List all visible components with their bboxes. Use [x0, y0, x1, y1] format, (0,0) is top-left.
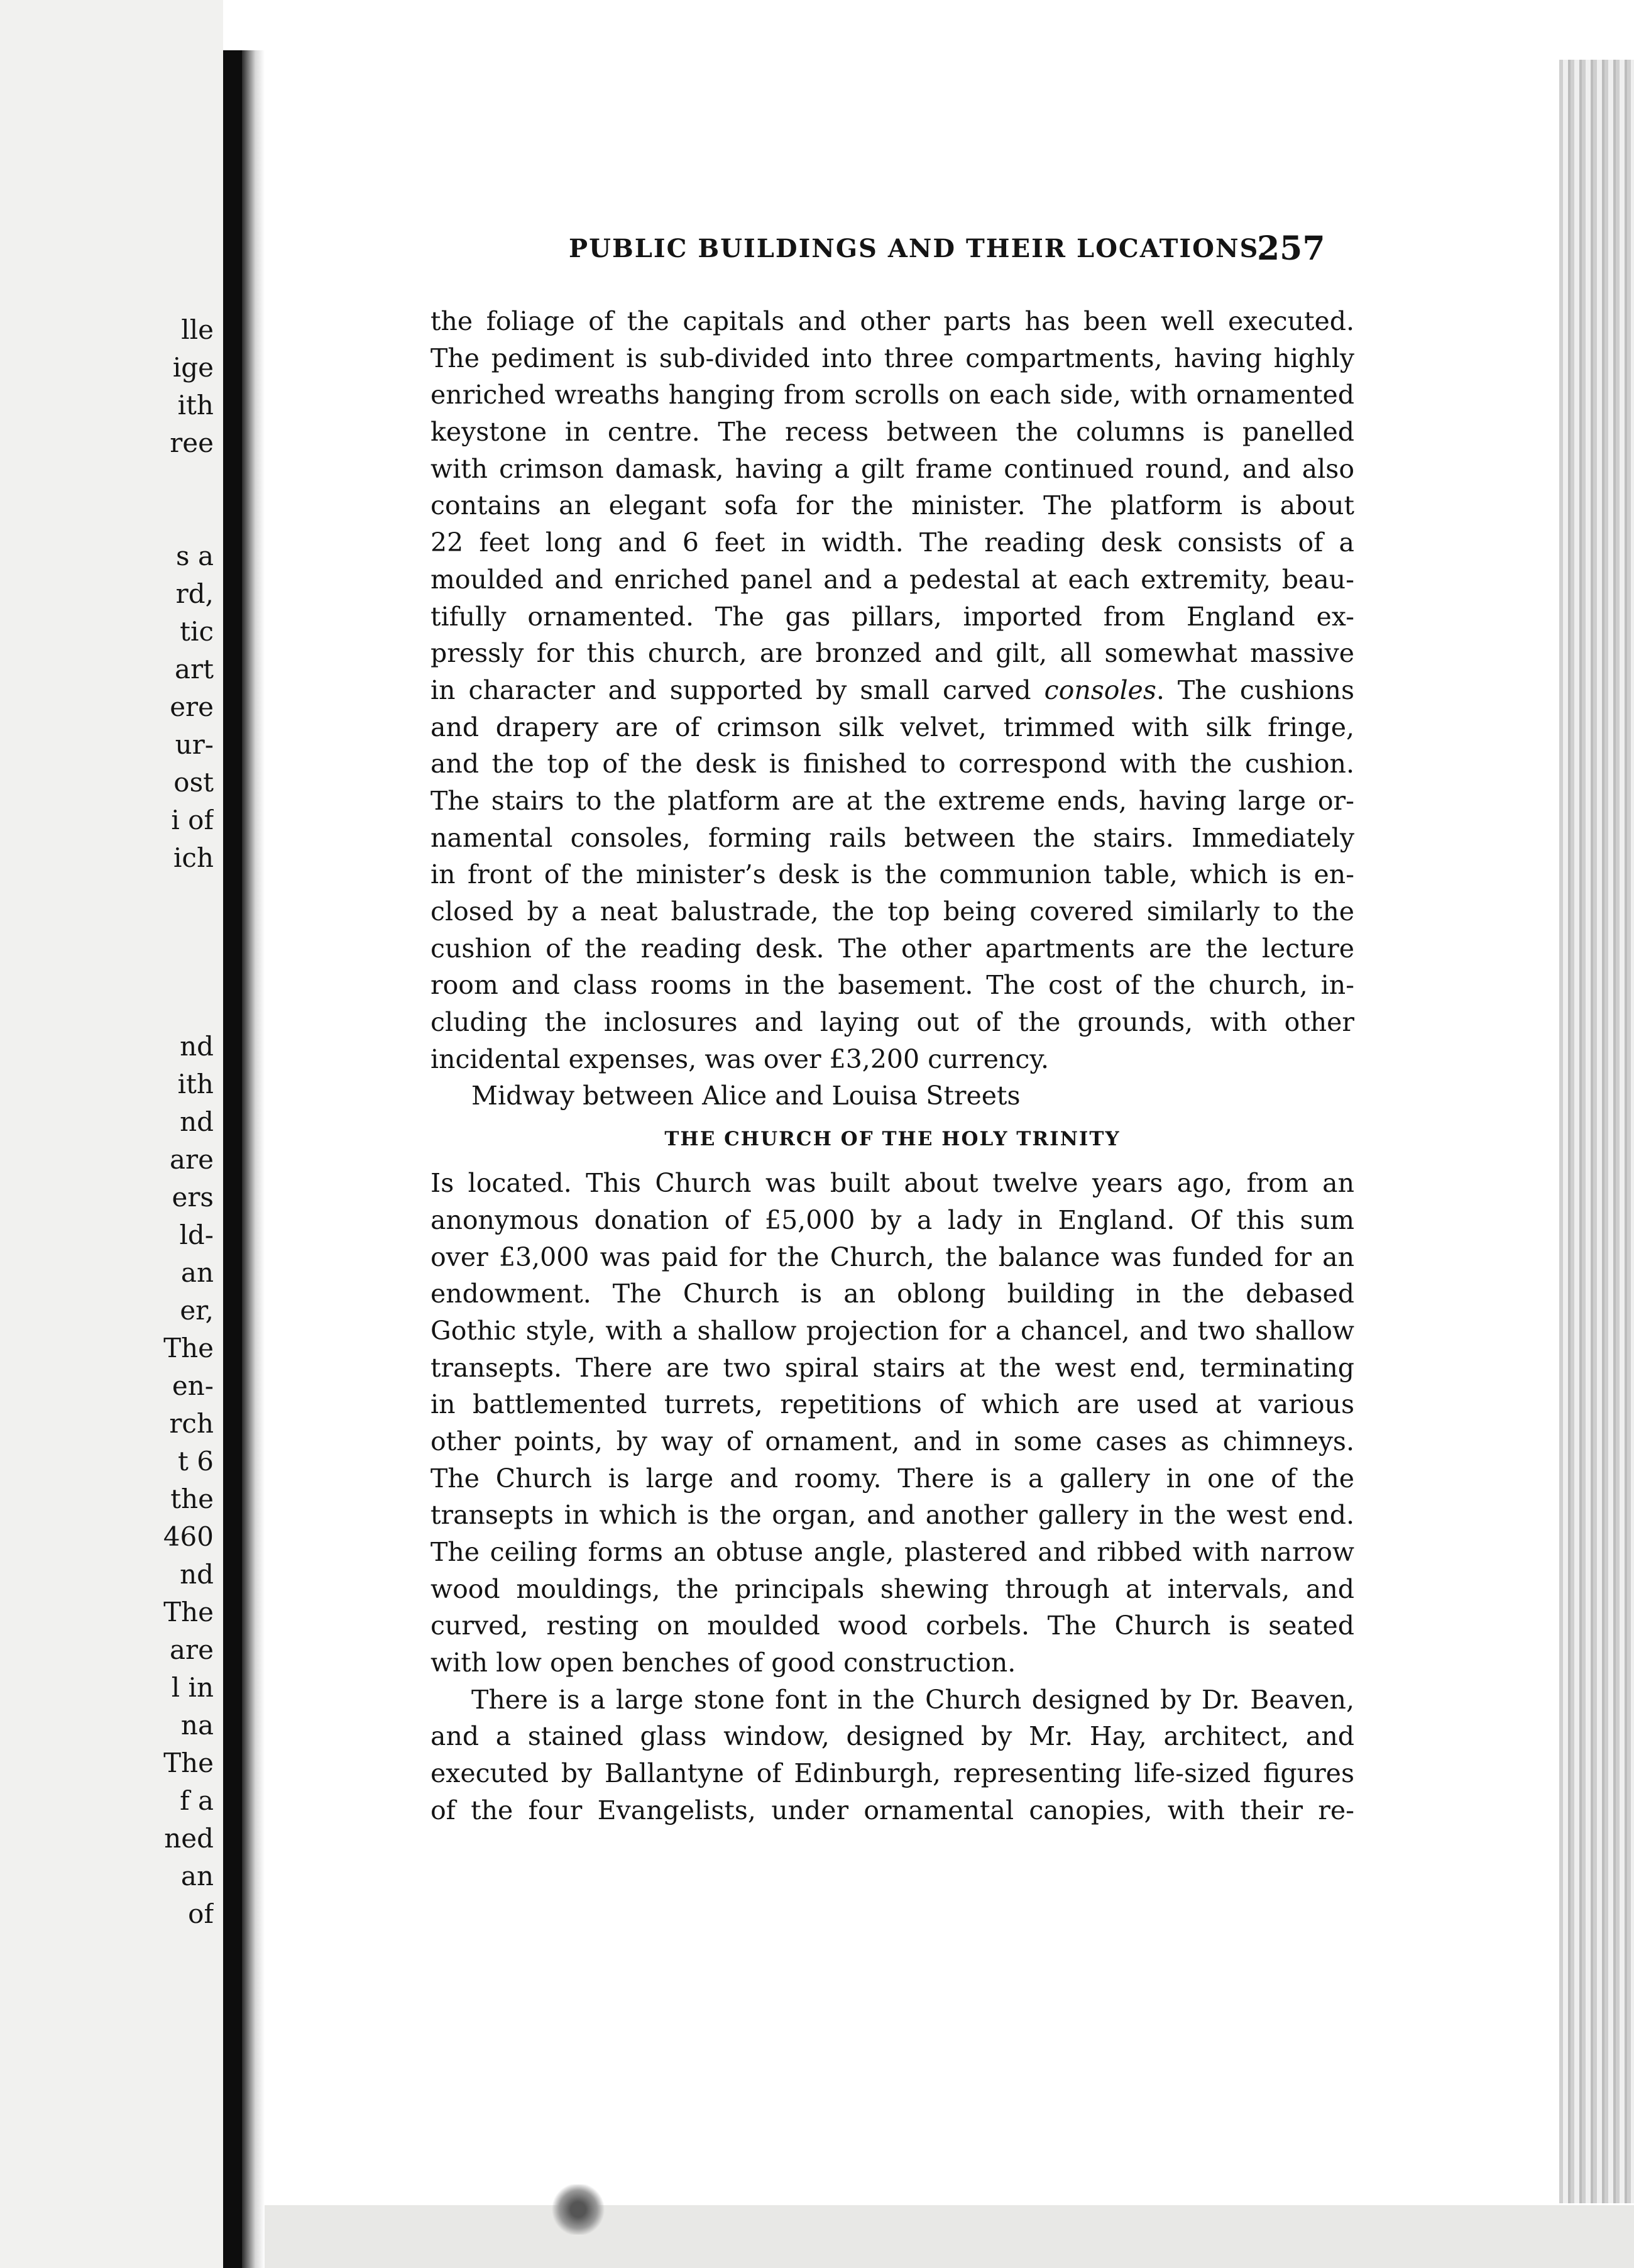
text-line: other points, by way of ornament, and in some cases as chimneys.: [430, 1426, 1354, 1456]
text-line: closed by a neat balustrade, the top being covered similarly to the: [430, 896, 1354, 927]
text-line: in character and supported by small carved consoles. The cushions: [430, 674, 1354, 705]
left-line-fragment: rch: [169, 1408, 214, 1439]
text-line: enriched wreaths hanging from scrolls on each side, with ornamented: [430, 380, 1354, 410]
text-line: tifully ornamented. The gas pillars, imported from England ex-: [430, 601, 1354, 632]
text-line: with low open benches of good construction.: [430, 1648, 1016, 1678]
text-line: with crimson damask, having a gilt frame continued round, and also: [430, 453, 1354, 484]
left-line-fragment: nd: [180, 1031, 214, 1062]
left-line-fragment: ld-: [179, 1219, 214, 1250]
text-line: and the top of the desk is finished to correspond with the cushion.: [430, 749, 1354, 779]
left-line-fragment: an: [180, 1861, 214, 1891]
left-line-fragment: er,: [180, 1295, 214, 1326]
left-page-fragment: [0, 0, 223, 2268]
text-line: The stairs to the platform are at the extreme ends, having large or-: [430, 785, 1354, 816]
left-line-fragment: The: [163, 1597, 214, 1627]
left-line-fragment: [0, 990, 214, 1028]
left-page-text: [0, 311, 214, 1933]
left-line-fragment: t 6: [178, 1446, 214, 1477]
text-line: contains an elegant sofa for the minister. The platform is about: [430, 490, 1354, 521]
text-line: 22 feet long and 6 feet in width. The reading desk consists of a: [430, 527, 1354, 558]
text-line: and drapery are of crimson silk velvet, trimmed with silk fringe,: [430, 712, 1354, 742]
left-line-fragment: ers: [172, 1182, 214, 1213]
text-line: The Church is large and roomy. There is a gallery in one of the: [430, 1463, 1354, 1494]
text-line: and a stained glass window, designed by Mr. Hay, architect, and: [430, 1721, 1354, 1752]
left-line-fragment: 460: [163, 1521, 214, 1552]
left-line-fragment: ur-: [175, 729, 214, 760]
text-line: cushion of the reading desk. The other apartments are the lecture: [430, 933, 1354, 964]
left-line-fragment: ich: [173, 842, 214, 873]
section-heading: THE CHURCH OF THE HOLY TRINITY: [664, 1128, 1121, 1151]
text-line: wood mouldings, the principals shewing through at intervals, and: [430, 1573, 1354, 1604]
text-line: transepts in which is the organ, and another gallery in the west end.: [430, 1500, 1354, 1531]
left-line-fragment: The: [163, 1748, 214, 1778]
left-line-fragment: are: [170, 1634, 214, 1665]
text-line: in battlemented turrets, repetitions of which are used at various: [430, 1389, 1354, 1420]
gutter-shadow: [242, 50, 265, 2268]
left-line-fragment: ned: [164, 1823, 214, 1854]
left-line-fragment: na: [180, 1710, 214, 1741]
text-line: cluding the inclosures and laying out of the grounds, with other: [430, 1007, 1354, 1038]
left-line-fragment: The: [163, 1333, 214, 1363]
text-line: endowment. The Church is an oblong building in the debased: [430, 1279, 1354, 1309]
text-line: pressly for this church, are bronzed and gilt, all somewhat massive: [430, 638, 1354, 669]
left-line-fragment: l in: [171, 1672, 214, 1703]
text-line: The ceiling forms an obtuse angle, plastered and ribbed with narrow: [430, 1537, 1354, 1567]
text-line: namental consoles, forming rails between the stairs. Immediately: [430, 822, 1354, 853]
text-line: over £3,000 was paid for the Church, the balance was funded for an: [430, 1241, 1354, 1272]
running-head: PUBLIC BUILDINGS AND THEIR LOCATIONS.: [569, 234, 1268, 263]
left-line-fragment: en-: [172, 1370, 214, 1401]
left-line-fragment: nd: [180, 1559, 214, 1590]
left-line-fragment: lle: [181, 314, 214, 345]
left-line-fragment: [0, 915, 214, 952]
left-line-fragment: ith: [177, 390, 214, 421]
left-line-fragment: ost: [173, 767, 214, 798]
text-line: moulded and enriched panel and a pedestal at each extremity, beau-: [430, 564, 1354, 595]
left-line-fragment: ere: [170, 691, 214, 722]
left-line-fragment: ige: [172, 352, 214, 383]
page-bottom-margin: [265, 2205, 1634, 2268]
book-gutter: [223, 50, 242, 2268]
text-line: Midway between Alice and Louisa Streets: [471, 1081, 1021, 1111]
left-line-fragment: of: [188, 1898, 214, 1929]
text-line: transepts. There are two spiral stairs at the west end, terminating: [430, 1352, 1354, 1383]
text-line: in front of the minister’s desk is the communion table, which is en-: [430, 859, 1354, 890]
text-line: of the four Evangelists, under ornamental canopies, with their re-: [430, 1795, 1354, 1825]
text-line: keystone in centre. The recess between the columns is panelled: [430, 417, 1354, 448]
text-line: room and class rooms in the basement. The cost of the church, in-: [430, 970, 1354, 1001]
left-line-fragment: [0, 877, 214, 915]
left-line-fragment: rd,: [175, 578, 214, 609]
text-line: executed by Ballantyne of Edinburgh, representing life-sized figures: [430, 1758, 1354, 1789]
left-line-fragment: nd: [180, 1106, 214, 1137]
page-number: 257: [1257, 229, 1325, 268]
left-line-fragment: [0, 500, 214, 537]
left-line-fragment: f a: [180, 1785, 214, 1816]
text-line: Is located. This Church was built about twelve years ago, from an: [430, 1168, 1354, 1199]
left-line-fragment: [0, 462, 214, 500]
text-line: incidental expenses, was over £3,200 currency.: [430, 1043, 1050, 1074]
text-line: anonymous donation of £5,000 by a lady in England. Of this sum: [430, 1204, 1354, 1235]
left-line-fragment: are: [170, 1144, 214, 1175]
left-line-fragment: s a: [176, 541, 214, 571]
left-line-fragment: [0, 952, 214, 990]
body-text: [430, 303, 1354, 1829]
text-line: There is a large stone font in the Church designed by Dr. Beaven,: [471, 1684, 1354, 1715]
page-edges: [1559, 60, 1634, 2203]
left-line-fragment: an: [180, 1257, 214, 1288]
text-line: curved, resting on moulded wood corbels. The Church is seated: [430, 1610, 1354, 1641]
left-line-fragment: tic: [180, 616, 214, 647]
scan-fleck: [550, 2184, 606, 2235]
left-line-fragment: ree: [170, 427, 214, 458]
left-line-fragment: ith: [177, 1069, 214, 1099]
text-line: the foliage of the capitals and other parts has been well executed.: [430, 306, 1354, 336]
left-line-fragment: art: [175, 654, 214, 685]
left-line-fragment: the: [170, 1484, 214, 1514]
text-line: Gothic style, with a shallow projection for a chancel, and two shallow: [430, 1315, 1354, 1346]
left-line-fragment: i of: [171, 805, 214, 835]
text-line: The pediment is sub-divided into three compartments, having highly: [430, 343, 1354, 373]
